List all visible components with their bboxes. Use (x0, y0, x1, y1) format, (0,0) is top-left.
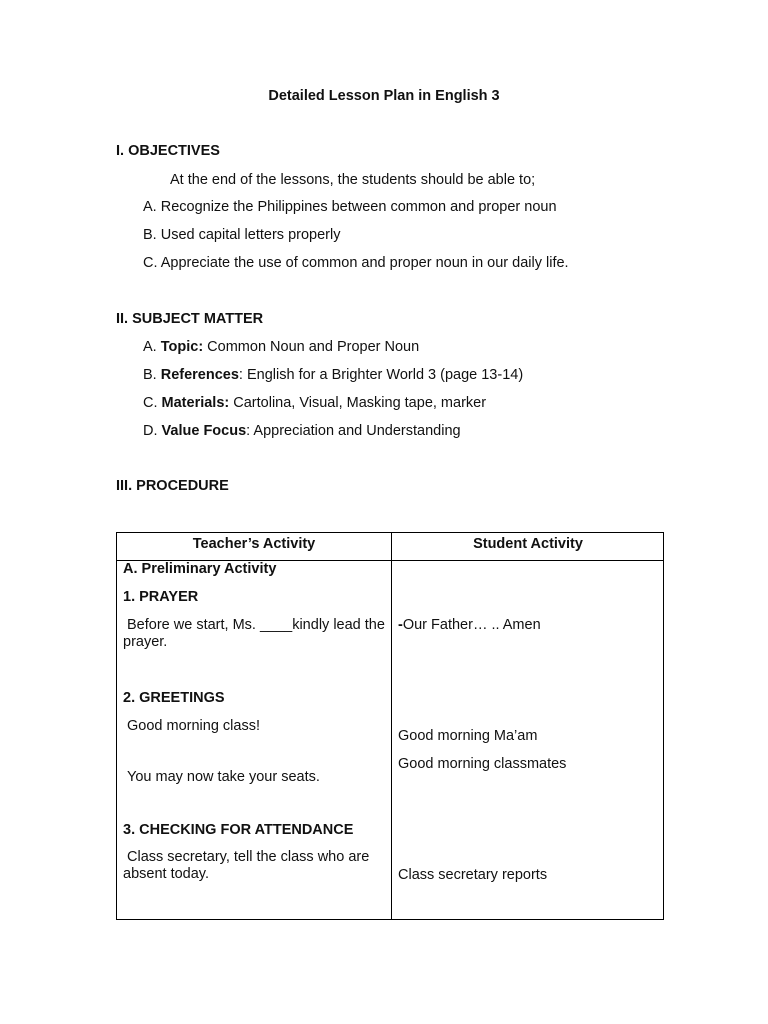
item-prefix: B. (143, 367, 161, 383)
item-text: Common Noun and Proper Noun (203, 339, 420, 355)
greetings-heading: 2. GREETINGS (123, 690, 225, 706)
objective-item: A. Recognize the Philippines between common and proper noun (143, 199, 557, 215)
procedure-table (116, 532, 664, 920)
column-divider (391, 533, 392, 919)
item-prefix: C. (143, 395, 162, 411)
item-text: Cartolina, Visual, Masking tape, marker (229, 395, 487, 411)
greeting-reply: Good morning Ma’am (398, 728, 538, 744)
prayer-heading: 1. PRAYER (123, 589, 199, 605)
objectives-intro: At the end of the lessons, the students should be able to; (170, 172, 536, 188)
item-text: : English for a Brighter World 3 (page 13-14) (238, 367, 524, 383)
attendance-reply: Class secretary reports (398, 867, 548, 883)
subject-item-materials (143, 395, 486, 411)
objective-item: B. Used capital letters properly (143, 227, 341, 243)
preliminary-activity-heading: A. Preliminary Activity (123, 561, 277, 577)
reply-text: Our Father… .. Amen (402, 617, 541, 633)
procedure-heading: III. PROCEDURE (116, 478, 229, 494)
item-prefix: D. (143, 423, 162, 439)
teacher-activity-header: Teacher’s Activity (192, 536, 316, 552)
student-activity-header: Student Activity (473, 536, 583, 552)
prayer-text: Before we start, Ms. ____kindly lead the prayer. (123, 617, 385, 650)
item-label: Value Focus (161, 423, 247, 439)
subject-item-references (143, 367, 523, 383)
objective-item: C. Appreciate the use of common and proper noun in our daily life. (143, 255, 569, 271)
item-label: Materials: (161, 395, 230, 411)
item-label: References (160, 367, 239, 383)
item-label: Topic: (160, 339, 204, 355)
attendance-heading: 3. CHECKING FOR ATTENDANCE (123, 822, 354, 838)
page-title: Detailed Lesson Plan in English 3 (268, 88, 500, 104)
greeting-text: Good morning class! (127, 718, 260, 734)
classmates-reply: Good morning classmates (398, 756, 567, 772)
subject-matter-heading: II. SUBJECT MATTER (116, 311, 264, 327)
prayer-reply (398, 617, 541, 633)
reply-dash: - (398, 617, 403, 633)
item-text: : Appreciation and Understanding (246, 423, 461, 439)
subject-item-value-focus (143, 423, 461, 439)
subject-item-topic (143, 339, 419, 355)
seats-text: You may now take your seats. (127, 769, 320, 785)
item-prefix: A. (143, 339, 161, 355)
attendance-text: Class secretary, tell the class who are absent today. (123, 849, 370, 882)
objectives-heading: I. OBJECTIVES (116, 143, 220, 159)
